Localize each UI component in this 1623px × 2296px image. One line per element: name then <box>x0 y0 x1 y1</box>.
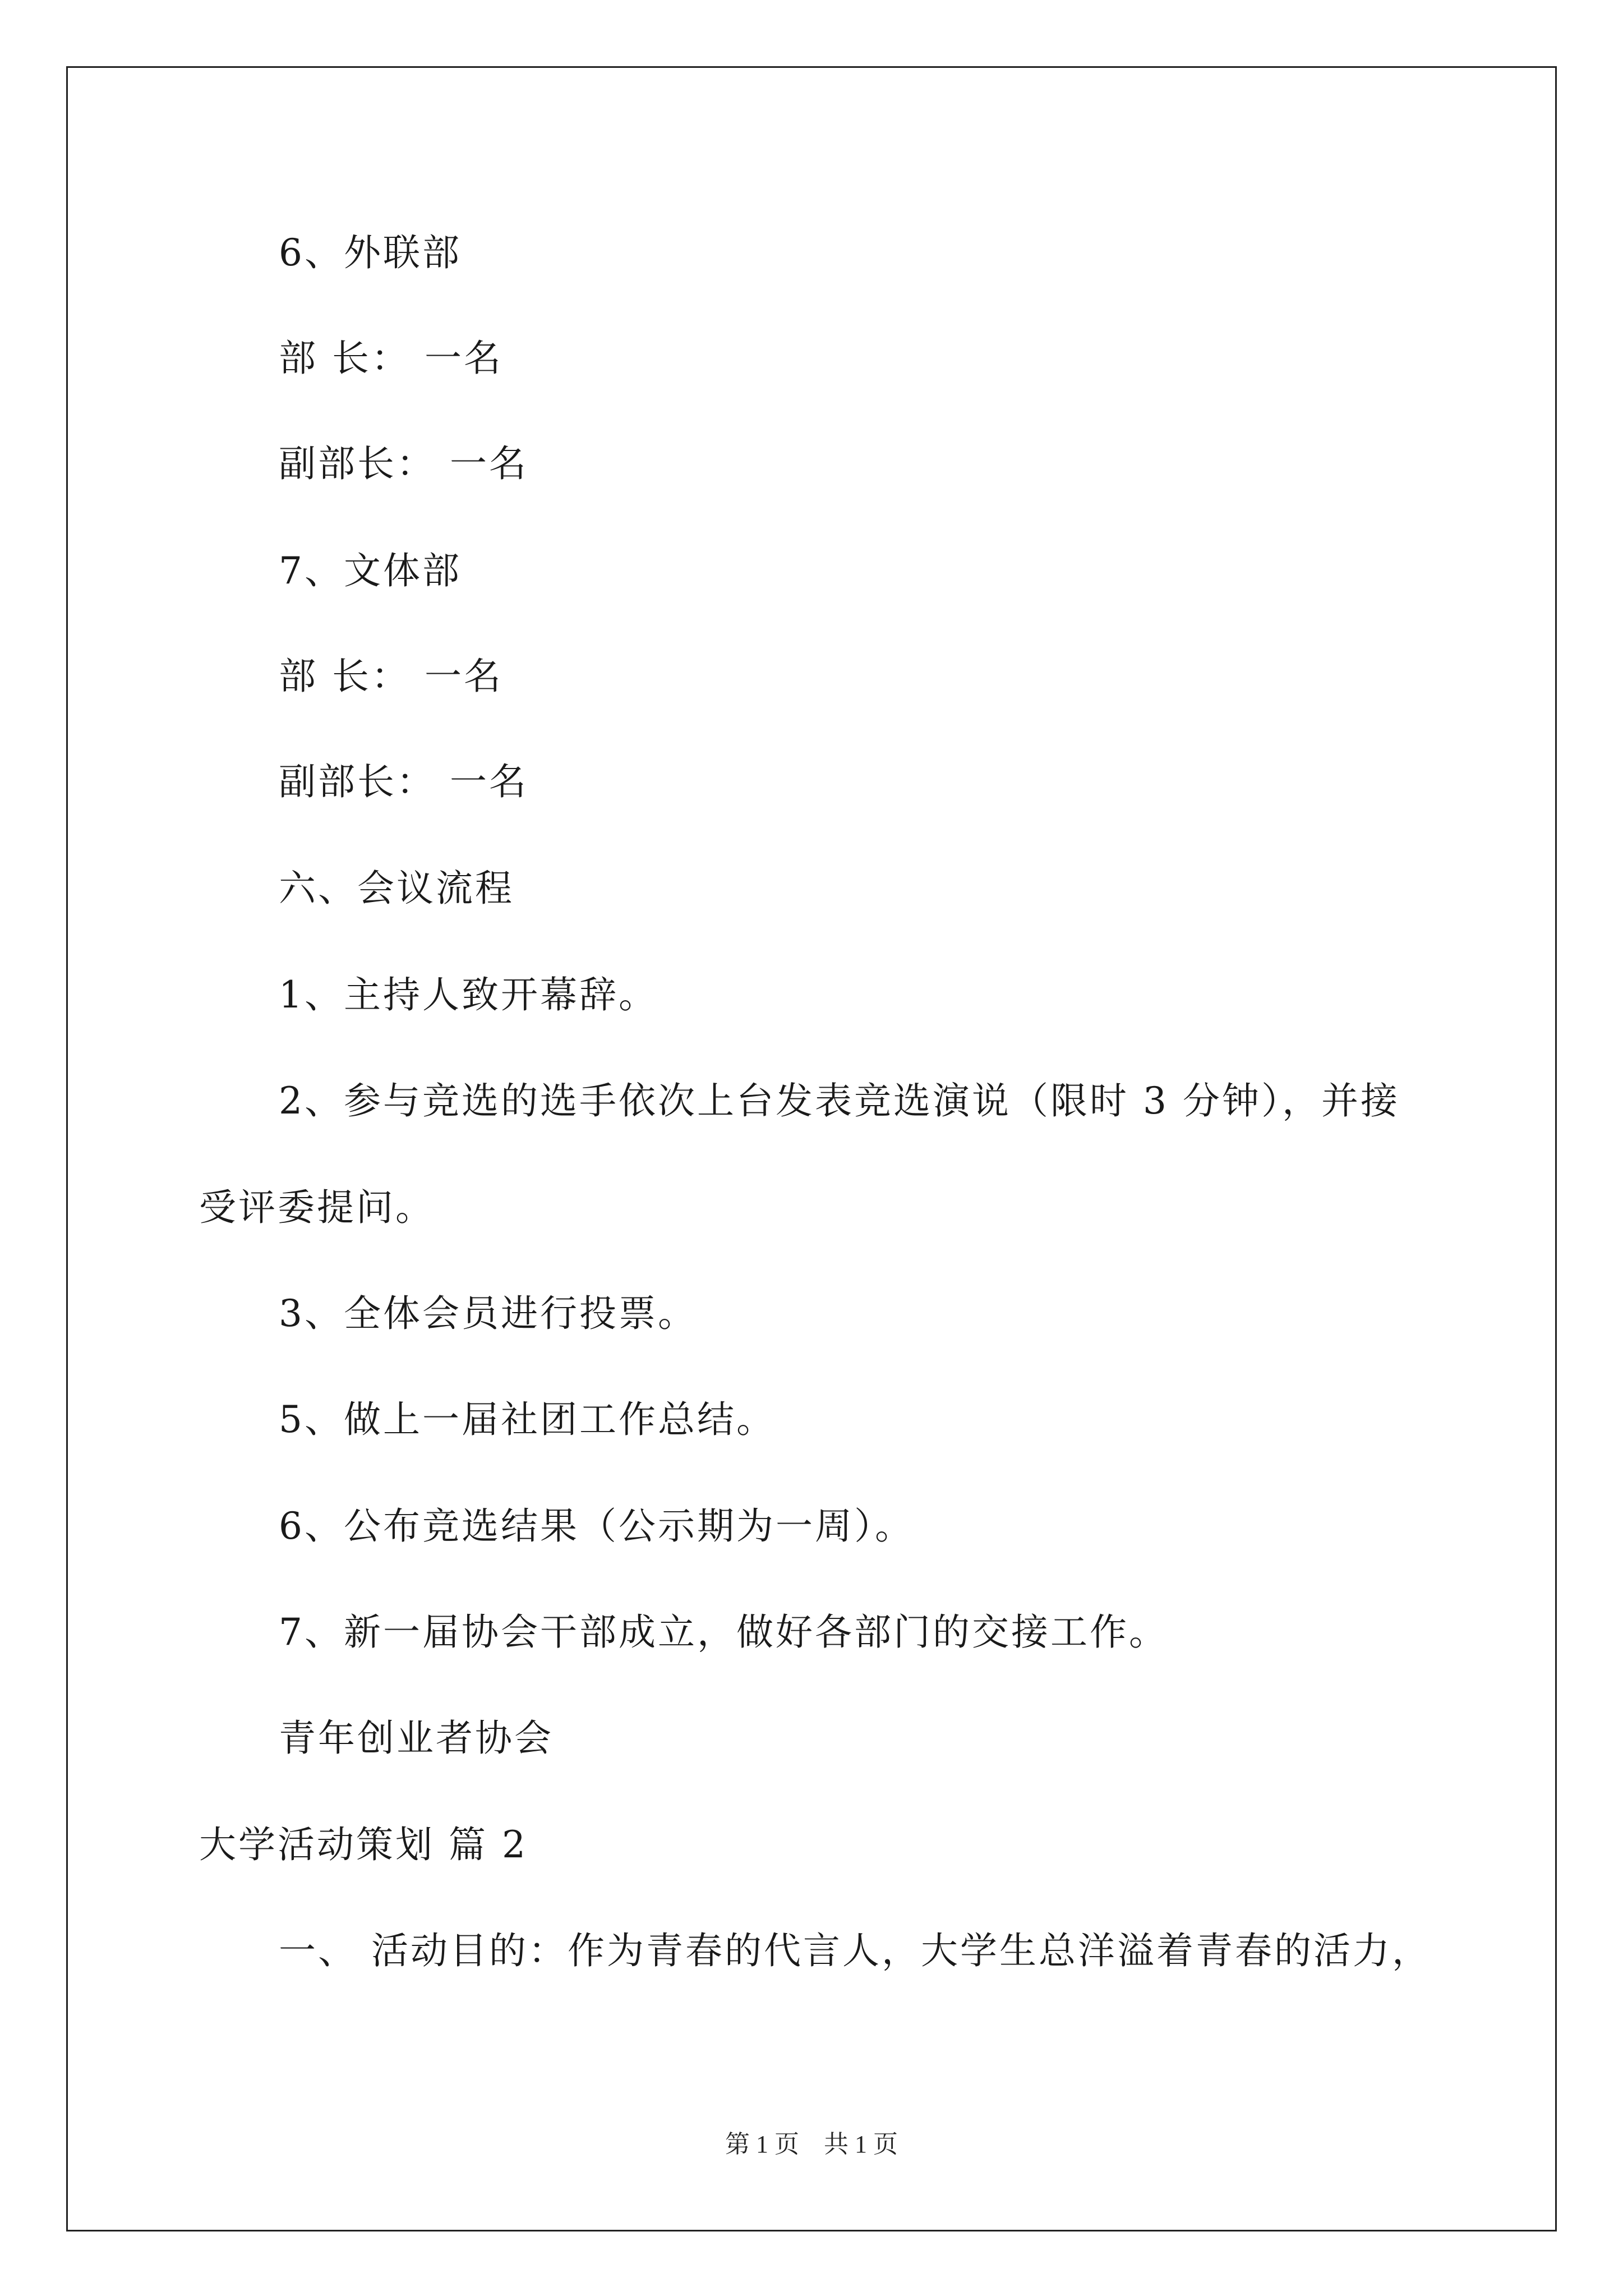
list-item: 5、做上一届社团工作总结。 <box>279 1398 776 1441</box>
text-line: 副部长： 一名 <box>279 760 528 803</box>
page-number-footer: 第 1 页 共 1 页 <box>725 2131 898 2158</box>
page-border <box>66 66 1557 2231</box>
list-item: 2、参与竞选的选手依次上台发表竞选演说（限时 3 分钟），并接 <box>279 1079 1400 1122</box>
section-heading-meeting-flow: 六、会议流程 <box>279 867 514 910</box>
section-heading-waillian: 6、外联部 <box>279 231 462 274</box>
list-item: 1、主持人致开幕辞。 <box>279 973 658 1016</box>
organization-signature: 青年创业者协会 <box>279 1717 554 1760</box>
list-item: 6、公布竞选结果（公示期为一周）。 <box>279 1504 914 1548</box>
text-line: 副部长： 一名 <box>279 442 528 485</box>
section-heading-wenti: 7、文体部 <box>279 549 462 592</box>
list-item: 3、全体会员进行投票。 <box>279 1292 697 1335</box>
text-line: 部 长： 一名 <box>279 337 503 380</box>
article-title: 大学活动策划 篇 2 <box>199 1823 528 1866</box>
paragraph-text: 一、 活动目的：作为青春的代言人，大学生总洋溢着青春的活力， <box>279 1929 1431 1972</box>
text-line: 部 长： 一名 <box>279 655 503 698</box>
list-item-continuation: 受评委提问。 <box>199 1186 435 1229</box>
list-item: 7、新一届协会干部成立，做好各部门的交接工作。 <box>279 1611 1168 1654</box>
